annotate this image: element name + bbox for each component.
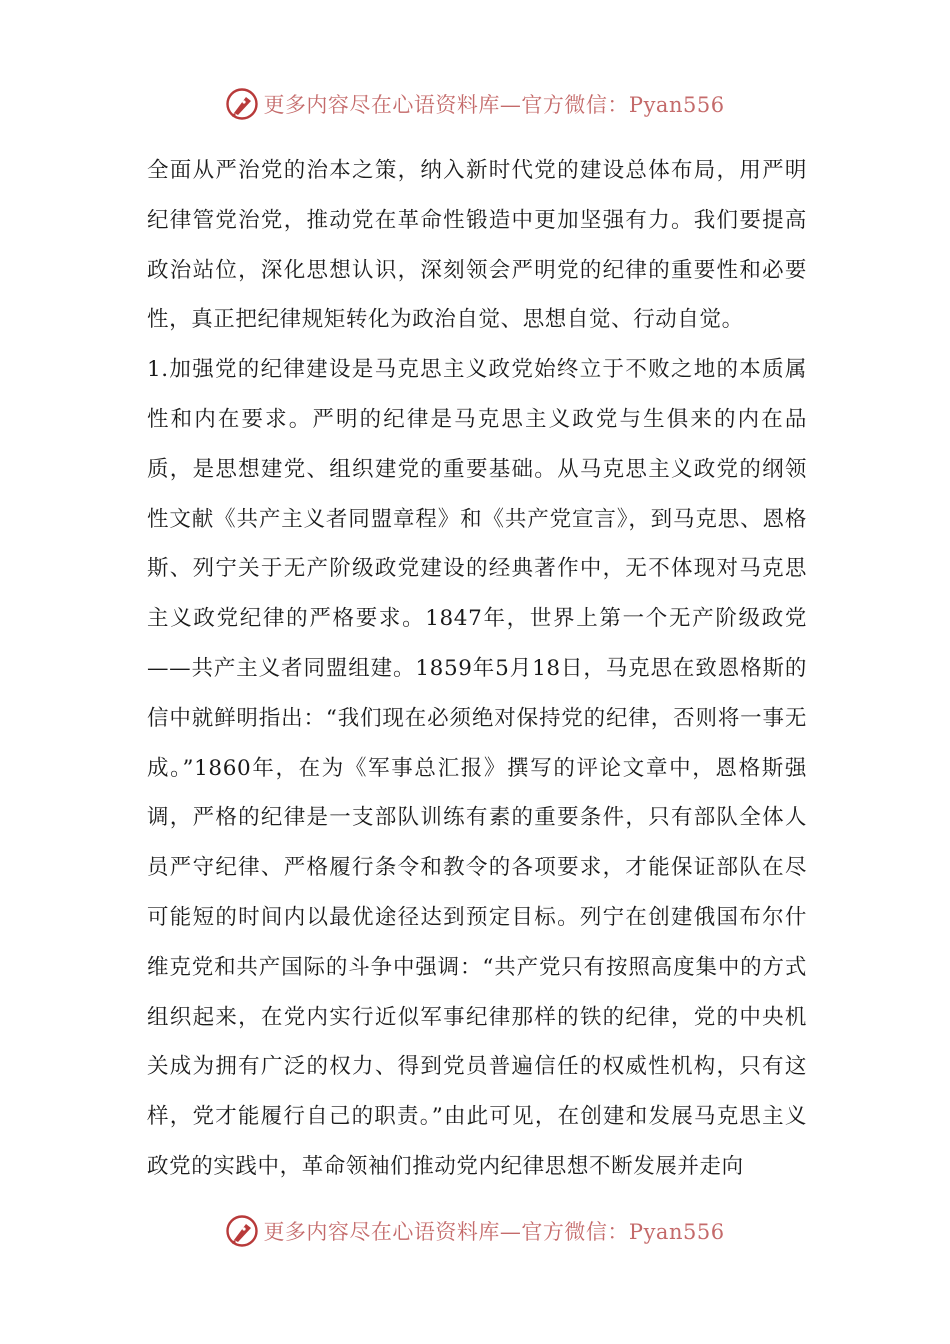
footer-banner (0, 1211, 950, 1251)
paragraph: 1.加强党的纪律建设是马克思主义政党始终立于不败之地的本质属性和内在要求。严明的纪律是马克思主义政党与生俱来的内在品质，是思想建党、组织建党的重要基础。从马克思主义政党的纲领性文献《共产主义者同盟章程》和《共产党宣言》，到马克思、恩格斯、列宁关于无产阶级政党建设的经典著作中，无不体现对马克思主义政党纪律的严格要求。1847年，世界上第一个无产阶级政党——共产主义者同盟组建。1859年5月18日，马克思在致恩格斯的信中就鲜明指出：“我们现在必须绝对保持党的纪律，否则将一事无成。”1860年，在为《军事总汇报》撰写的评论文章中，恩格斯强调，严格的纪律是一支部队训练有素的重要条件，只有部队全体人员严守纪律、严格履行条令和教令的各项要求，才能保证部队在尽可能短的时间内以最优途径达到预定目标。列宁在创建俄国布尔什维克党和共产国际的斗争中强调：“共产党只有按照高度集中的方式组织起来，在党内实行近似军事纪律那样的铁的纪律，党的中央机关成为拥有广泛的权力、得到党员普遍信任的权威性机构，只有这样，党才能履行自己的职责。”由此可见，在创建和发展马克思主义政党的实践中，革命领袖们推动党内纪律思想不断发展并走向 (147, 357, 807, 1179)
document-body (147, 146, 807, 1192)
pen-nib-logo-icon (225, 1214, 259, 1248)
header-banner (0, 84, 950, 124)
pen-nib-logo-icon (225, 87, 259, 121)
banner-text: 更多内容尽在心语资料库—官方微信：Pyan556 (263, 93, 725, 117)
banner-text: 更多内容尽在心语资料库—官方微信：Pyan556 (263, 1220, 725, 1244)
paragraph: 全面从严治党的治本之策，纳入新时代党的建设总体布局，用严明纪律管党治党，推动党在革命性锻造中更加坚强有力。我们要提高政治站位，深化思想认识，深刻领会严明党的纪律的重要性和必要性，真正把纪律规矩转化为政治自觉、思想自觉、行动自觉。 (147, 158, 807, 333)
